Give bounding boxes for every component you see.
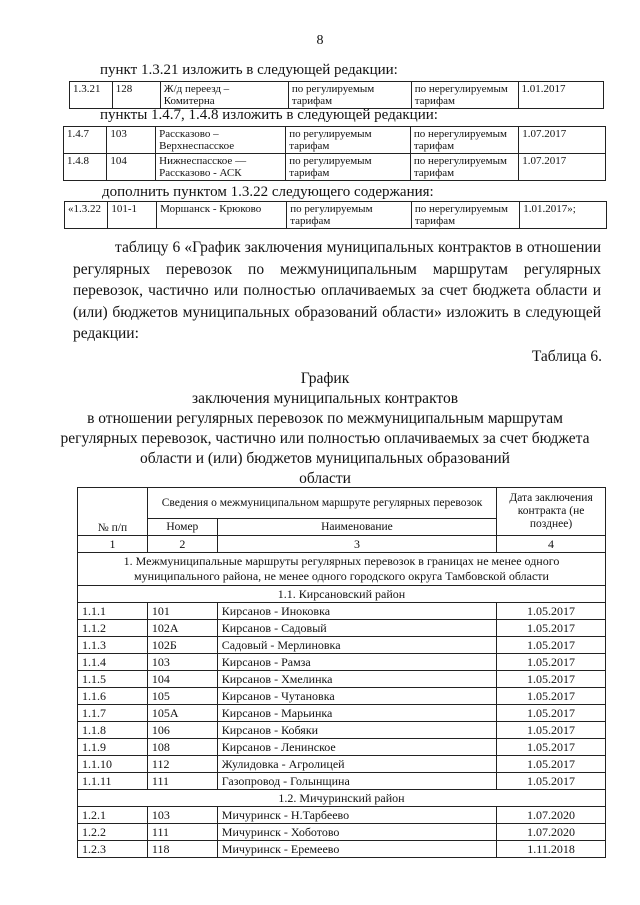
amendment-row [64, 127, 606, 154]
row-date-cell: 1.11.2018 [497, 841, 606, 858]
row-date-cell: 1.05.2017 [497, 756, 606, 773]
title-line: области и (или) бюджетов муниципальных образований [140, 450, 510, 467]
row-date-cell: 1.07.2020 [497, 824, 606, 841]
index-cell: 3 [217, 536, 496, 553]
amendment-date-cell: 1.01.2017»; [520, 202, 607, 229]
row-route-number-cell: 101 [147, 603, 217, 620]
title-line: заключения муниципальных контрактов [191, 390, 459, 407]
row-date-cell: 1.05.2017 [497, 722, 606, 739]
amendment-row [70, 82, 604, 109]
row-route-number-cell: 111 [147, 773, 217, 790]
row-date-cell: 1.05.2017 [497, 603, 606, 620]
header-number: Номер [147, 519, 217, 536]
row-num-cell: 1.1.11 [78, 773, 148, 790]
header-name: Наименование [217, 519, 496, 536]
header-num: № п/п [78, 488, 148, 536]
row-num-cell: 1.1.7 [78, 705, 148, 722]
table-row [78, 739, 606, 756]
amendment-num-cell: «1.3.22 [65, 202, 108, 229]
row-num-cell: 1.2.1 [78, 807, 148, 824]
amendment-name-cell: Нижнеспасское — Рассказово - АСК [156, 154, 286, 181]
index-cell: 4 [497, 536, 606, 553]
row-num-cell: 1.1.1 [78, 603, 148, 620]
amendment-route-cell: 103 [107, 127, 156, 154]
row-route-name-cell: Жулидовка - Агролицей [217, 756, 496, 773]
amendment-row [65, 202, 607, 229]
header-route-info: Сведения о межмуниципальном маршруте регулярных перевозок [147, 488, 496, 519]
amendment-route-cell: 101-1 [108, 202, 157, 229]
amendment-3-table [64, 201, 607, 229]
amendment-date-cell: 1.07.2017 [519, 127, 606, 154]
row-route-number-cell: 105А [147, 705, 217, 722]
header-date: Дата заключения контракта (не позднее) [497, 488, 606, 536]
schedule-table [77, 487, 606, 858]
amendment-tariff1-cell: по регулируемым тарифам [288, 82, 411, 109]
row-route-name-cell: Кирсанов - Иноковка [217, 603, 496, 620]
amendment-tariff2-cell: по нерегулируемым тарифам [411, 202, 519, 229]
table-row [78, 637, 606, 654]
index-cell: 1 [78, 536, 148, 553]
amendment-route-cell: 128 [112, 82, 160, 109]
row-route-name-cell: Мичуринск - Н.Тарбеево [217, 807, 496, 824]
row-date-cell: 1.05.2017 [497, 773, 606, 790]
amendment-row [64, 154, 606, 181]
amendment-num-cell: 1.4.7 [64, 127, 107, 154]
table-row [78, 688, 606, 705]
table-row [78, 603, 606, 620]
row-num-cell: 1.1.3 [78, 637, 148, 654]
subsection-heading: 1.2. Мичуринский район [78, 790, 606, 807]
amendment-tariff2-cell: по нерегулируемым тарифам [411, 82, 518, 109]
subsection-heading: 1.1. Кирсановский район [78, 586, 606, 603]
table-row [78, 620, 606, 637]
title-line: области [299, 470, 351, 487]
amendment-name-cell: Моршанск - Крюково [157, 202, 287, 229]
amendment-name-cell: Ж/д переезд – Комитерна [160, 82, 288, 109]
row-num-cell: 1.1.8 [78, 722, 148, 739]
row-route-number-cell: 103 [147, 807, 217, 824]
row-num-cell: 1.1.10 [78, 756, 148, 773]
row-route-number-cell: 108 [147, 739, 217, 756]
table-label: Таблица 6. [531, 348, 602, 365]
row-date-cell: 1.05.2017 [497, 620, 606, 637]
row-route-name-cell: Кирсанов - Марьинка [217, 705, 496, 722]
title-line: в отношении регулярных перевозок по межмуниципальным маршрутам [87, 410, 563, 427]
row-route-number-cell: 106 [147, 722, 217, 739]
row-route-name-cell: Садовый - Мерлиновка [217, 637, 496, 654]
amendment-tariff1-cell: по регулируемым тарифам [286, 154, 411, 181]
index-cell: 2 [147, 536, 217, 553]
amendment-num-cell: 1.4.8 [64, 154, 107, 181]
row-route-number-cell: 105 [147, 688, 217, 705]
table-row [78, 722, 606, 739]
table-row [78, 841, 606, 858]
amendment-1-heading: пункт 1.3.21 изложить в следующей редакции: [100, 62, 398, 78]
amendment-3-heading: дополнить пунктом 1.3.22 следующего содержания: [102, 184, 434, 200]
row-date-cell: 1.05.2017 [497, 637, 606, 654]
table-row [78, 773, 606, 790]
amendment-name-cell: Рассказово – Верхнеспасское [156, 127, 286, 154]
schedule-title [40, 369, 610, 489]
amendment-2-table [63, 126, 606, 181]
row-route-number-cell: 112 [147, 756, 217, 773]
table-row [78, 654, 606, 671]
table-row [78, 807, 606, 824]
section-heading: 1. Межмуниципальные маршруты регулярных перевозок в границах не менее одного муниципального района, не менее одного городского округа Тамбовской области [78, 553, 606, 586]
amendment-route-cell: 104 [107, 154, 156, 181]
amendment-num-cell: 1.3.21 [70, 82, 113, 109]
row-date-cell: 1.05.2017 [497, 705, 606, 722]
row-date-cell: 1.07.2020 [497, 807, 606, 824]
row-route-name-cell: Газопровод - Голынщина [217, 773, 496, 790]
row-route-number-cell: 102Б [147, 637, 217, 654]
row-date-cell: 1.05.2017 [497, 688, 606, 705]
row-route-name-cell: Кирсанов - Хмелинка [217, 671, 496, 688]
amendment-tariff2-cell: по нерегулируемым тарифам [410, 154, 518, 181]
row-date-cell: 1.05.2017 [497, 654, 606, 671]
body-paragraph: таблицу 6 «График заключения муниципальных контрактов в отношении регулярных перевозок по межмуниципальным маршрутам регулярных перевозок, частично или полностью оплачиваемых за счет бюджета области и (или) бюджетов муниципальных образований области» изложить в следующей редакции: [73, 239, 601, 342]
row-route-name-cell: Мичуринск - Хоботово [217, 824, 496, 841]
amendment-date-cell: 1.07.2017 [519, 154, 606, 181]
title-line: График [300, 370, 350, 387]
amendment-2-heading: пункты 1.4.7, 1.4.8 изложить в следующей редакции: [100, 107, 438, 123]
amendment-1-table [69, 81, 604, 109]
row-date-cell: 1.05.2017 [497, 739, 606, 756]
row-num-cell: 1.1.6 [78, 688, 148, 705]
table-row [78, 824, 606, 841]
row-route-number-cell: 118 [147, 841, 217, 858]
table-row [78, 671, 606, 688]
row-num-cell: 1.2.3 [78, 841, 148, 858]
title-line: регулярных перевозок, частично или полностью оплачиваемых за счет бюджета [60, 430, 590, 447]
amendment-date-cell: 1.01.2017 [518, 82, 603, 109]
table-row [78, 756, 606, 773]
amendment-tariff2-cell: по нерегулируемым тарифам [410, 127, 518, 154]
row-route-name-cell: Кирсанов - Чутановка [217, 688, 496, 705]
amendment-tariff1-cell: по регулируемым тарифам [286, 127, 411, 154]
row-num-cell: 1.1.4 [78, 654, 148, 671]
row-route-name-cell: Кирсанов - Кобяки [217, 722, 496, 739]
row-date-cell: 1.05.2017 [497, 671, 606, 688]
row-route-name-cell: Кирсанов - Ленинское [217, 739, 496, 756]
row-route-number-cell: 102А [147, 620, 217, 637]
table-row [78, 705, 606, 722]
row-route-number-cell: 104 [147, 671, 217, 688]
page-number: 8 [316, 33, 324, 48]
row-route-name-cell: Мичуринск - Еремеево [217, 841, 496, 858]
row-num-cell: 1.1.5 [78, 671, 148, 688]
row-num-cell: 1.1.2 [78, 620, 148, 637]
row-num-cell: 1.1.9 [78, 739, 148, 756]
row-route-name-cell: Кирсанов - Рамза [217, 654, 496, 671]
row-route-number-cell: 111 [147, 824, 217, 841]
row-num-cell: 1.2.2 [78, 824, 148, 841]
row-route-name-cell: Кирсанов - Садовый [217, 620, 496, 637]
amendment-tariff1-cell: по регулируемым тарифам [287, 202, 412, 229]
row-route-number-cell: 103 [147, 654, 217, 671]
